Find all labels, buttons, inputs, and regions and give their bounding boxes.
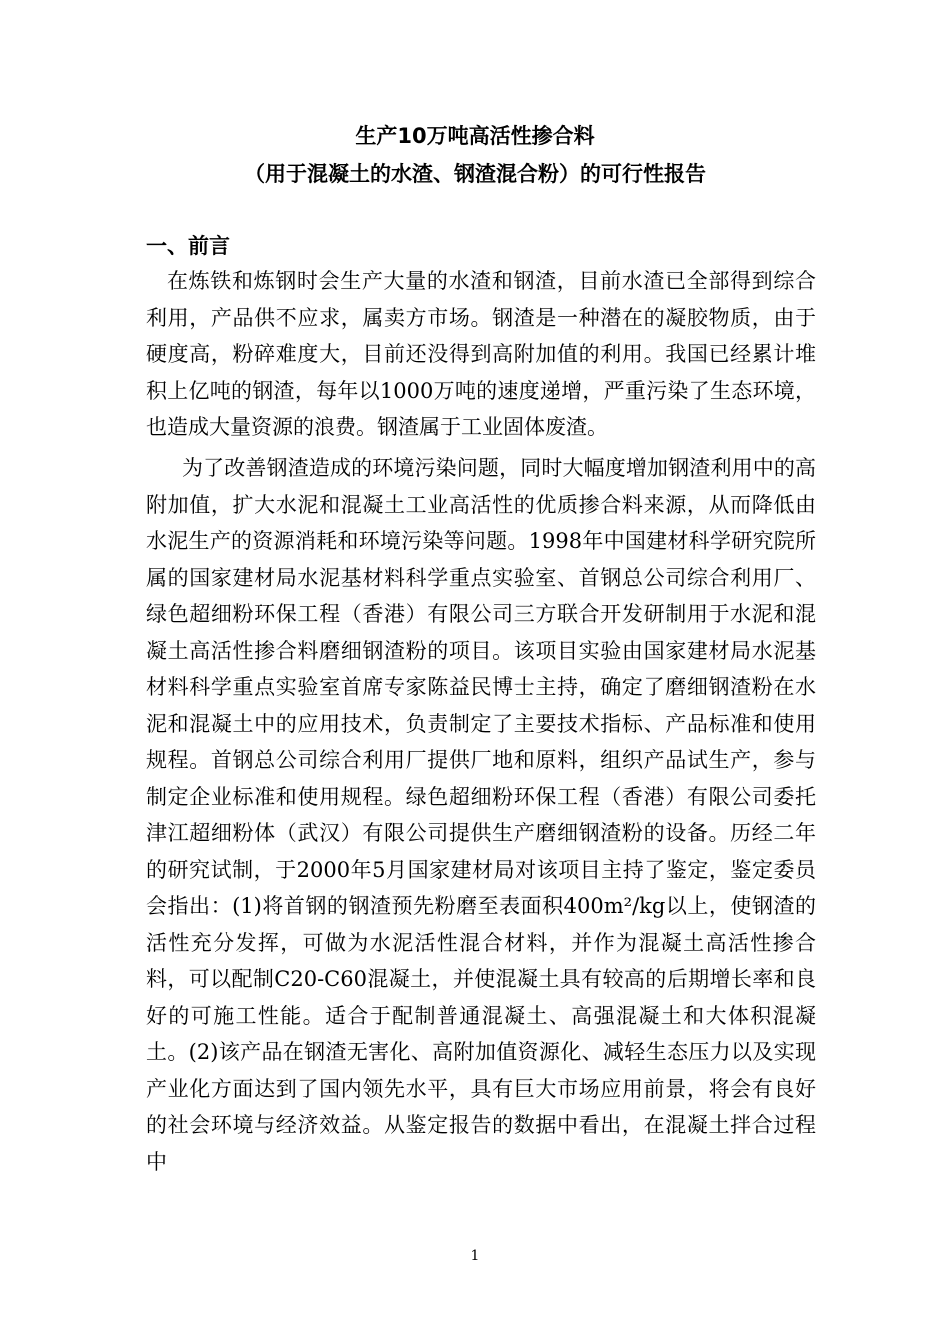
document-title-line-2: （用于混凝土的水渣、钢渣混合粉）的可行性报告 xyxy=(244,162,706,186)
page-number: 1 xyxy=(470,1248,480,1264)
section-heading-preface: 一、前言 xyxy=(146,234,230,258)
paragraph-1: 在炼铁和炼钢时会生产大量的水渣和钢渣，目前水渣已全部得到综合利用，产品供不应求，属卖方市场。钢渣是一种潜在的凝胶物质，由于硬度高，粉碎难度大，目前还没得到高附加值的利用。我国已经累计堆积上亿吨的钢渣，每年以1000万吨的速度递增，严重污染了生态环境，也造成大量资源的浪费。钢渣属于工业固体废渣。 xyxy=(146,269,816,439)
paragraph-2: 为了改善钢渣造成的环境污染问题，同时大幅度增加钢渣利用中的高附加值，扩大水泥和混凝土工业高活性的优质掺合料来源，从而降低由水泥生产的资源消耗和环境污染等问题。1998年中国建材科学研究院所属的国家建材局水泥基材料科学重点实验室、首钢总公司综合利用厂、绿色超细粉环保工程（香港）有限公司三方联合开发研制用于水泥和混凝土高活性掺合料磨细钢渣粉的项目。该项目实验由国家建材局水泥基材料科学重点实验室首席专家陈益民博士主持，确定了磨细钢渣粉在水泥和混凝土中的应用技术，负责制定了主要技术指标、产品标准和使用规程。首钢总公司综合利用厂提供厂地和原料，组织产品试生产，参与制定企业标准和使用规程。绿色超细粉环保工程（香港）有限公司委托津江超细粉体（武汉）有限公司提供生产磨细钢渣粉的设备。历经二年的研究试制，于2000年5月国家建材局对该项目主持了鉴定，鉴定委员会指出：(1)将首钢的钢渣预先粉磨至表面积400m²/kg以上，使钢渣的活性充分发挥，可做为水泥活性混合材料，并作为混凝土高活性掺合料，可以配制C20-C60混凝土，并使混凝土具有较高的后期增长率和良好的可施工性能。适合于配制普通混凝土、高强混凝土和大体积混凝土。(2)该产品在钢渣无害化、高附加值资源化、减轻生态压力以及实现产业化方面达到了国内领先水平，具有巨大市场应用前景，将会有良好的社会环境与经济效益。从鉴定报告的数据中看出，在混凝土拌合过程中 xyxy=(146,456,816,1174)
document-title-line-1: 生产10万吨高活性掺合料 xyxy=(355,124,595,148)
